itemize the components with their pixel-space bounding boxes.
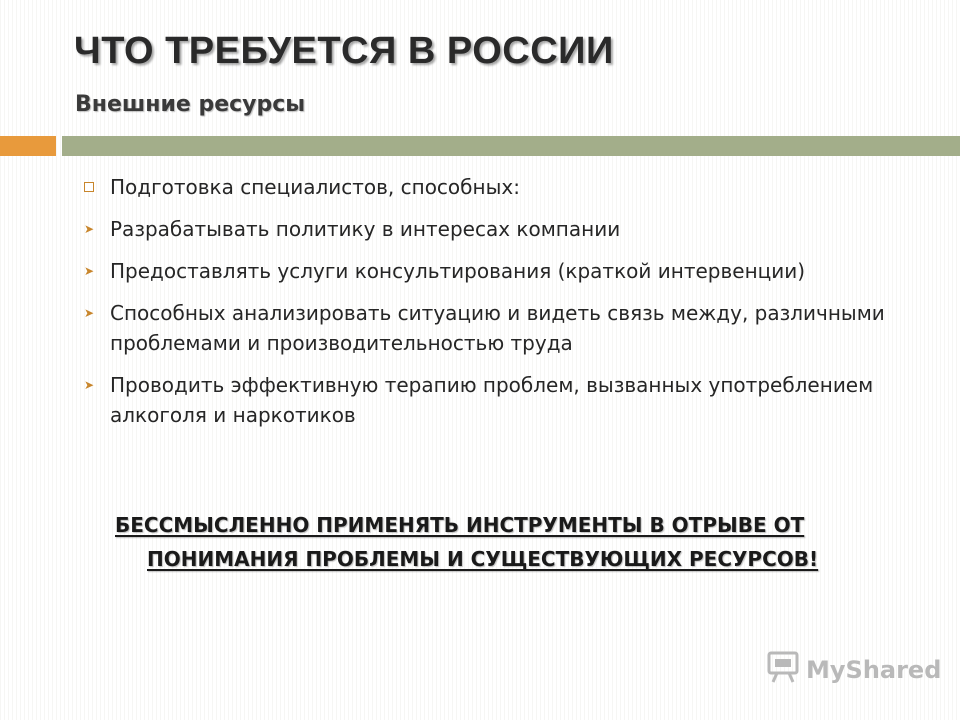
bullet-list bbox=[74, 172, 934, 442]
bullet-text: Подготовка специалистов, способных: bbox=[110, 175, 520, 199]
list-item bbox=[74, 214, 934, 244]
accent-band-green bbox=[62, 136, 960, 156]
bullet-text: Предоставлять услуги консультирования (краткой интервенции) bbox=[110, 259, 806, 283]
list-item bbox=[74, 172, 934, 202]
arrow-bullet-icon: ➤ bbox=[83, 222, 95, 236]
bullet-text: Проводить эффективную терапию проблем, вызванных употреблением алкоголя и наркотиков bbox=[110, 373, 874, 427]
slide-subtitle: Внешние ресурсы bbox=[75, 92, 306, 117]
warning-statement bbox=[100, 508, 900, 576]
arrow-bullet-icon: ➤ bbox=[83, 306, 95, 320]
presentation-board-icon bbox=[766, 650, 800, 690]
square-bullet-icon bbox=[74, 172, 104, 202]
watermark-text: MyShared bbox=[806, 656, 942, 684]
bullet-text: Способных анализировать ситуацию и видеть связь между, различными проблемами и производительностью труда bbox=[110, 301, 885, 355]
slide-title: ЧТО ТРЕБУЕТСЯ В РОССИИ bbox=[74, 30, 614, 72]
warning-line-1: БЕССМЫСЛЕННО ПРИМЕНЯТЬ ИНСТРУМЕНТЫ В ОТРЫВЕ ОТ bbox=[115, 513, 805, 537]
accent-band-orange bbox=[0, 136, 56, 156]
list-item bbox=[74, 298, 934, 358]
watermark bbox=[766, 650, 941, 690]
warning-line-2: ПОНИМАНИЯ ПРОБЛЕМЫ И СУЩЕСТВУЮЩИХ РЕСУРСОВ! bbox=[147, 547, 819, 571]
list-item bbox=[74, 256, 934, 286]
bullet-text: Разрабатывать политику в интересах компании bbox=[110, 217, 621, 241]
arrow-bullet-icon: ➤ bbox=[83, 378, 95, 392]
arrow-bullet-icon: ➤ bbox=[83, 264, 95, 278]
list-item bbox=[74, 370, 934, 430]
